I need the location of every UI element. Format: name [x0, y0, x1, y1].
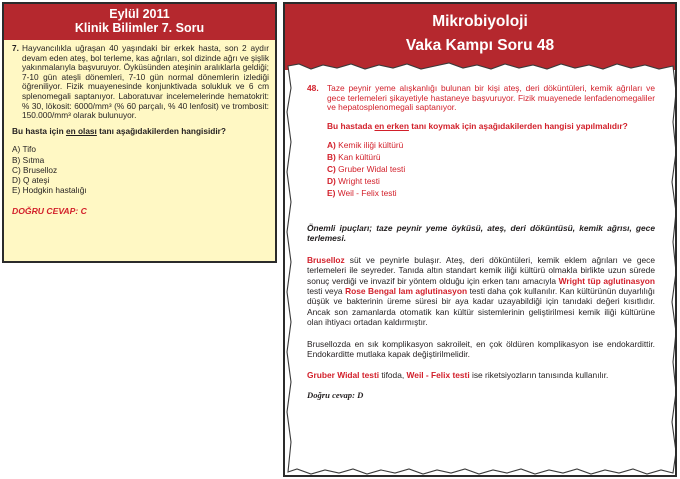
option-a: A) Tifo	[12, 144, 36, 155]
case-number: 48.	[307, 83, 319, 93]
exam-question-header	[4, 4, 275, 40]
case-prompt-end: tanı koymak için aşağıdakilerden hangisi yapılmalıdır?	[408, 121, 628, 132]
prompt-text-start: Bu hasta için	[12, 125, 66, 136]
question-number: 7.	[12, 43, 19, 53]
case-prompt-emphasis: en erken	[374, 121, 409, 132]
case-option-e	[327, 188, 655, 200]
explanation-paragraph-1	[307, 255, 655, 328]
correct-answer-value: D	[357, 389, 364, 400]
option-letter: A)	[327, 140, 336, 151]
subject-title: Mikrobiyoloji	[432, 13, 528, 30]
case-title: Vaka Kampı Soru 48	[405, 37, 555, 54]
term-weil-felix: Weil - Felix testi	[406, 370, 470, 381]
answer-options	[12, 144, 269, 195]
term-wright-test: Wright tüp aglutinasyon	[558, 275, 656, 286]
explanation-paragraph-3	[307, 370, 655, 380]
correct-answer-label: Doğru cevap:	[307, 389, 355, 400]
exam-date-title: Eylül 2011	[109, 7, 170, 21]
explanation-text: testi daha çok kullanılır. Kan kültürünün duyarlılığı düşük ve bakterinin üreme süresi bir aya kadar uzayabildiği için tanıdaki değeri kısıtlıdır. Ancak son zamanlarda otomatik kan kültür sistemlerinin geliştirilmesi kemik iliği kültürüne olan ihtiyacı ortadan kaldırmıştır.	[307, 286, 655, 328]
case-stem	[307, 84, 655, 113]
case-option-c	[327, 164, 655, 176]
case-option-b	[327, 152, 655, 164]
option-text: Weil - Felix testi	[337, 187, 397, 198]
case-option-a	[327, 140, 655, 152]
correct-answer: DOĞRU CEVAP: C	[12, 206, 87, 217]
explanation-paragraph-2: Brusellozda en sık komplikasyon sakroileit, en çok öldüren komplikasyon ise endokardittir. Endokarditte mutlaka kapak değiştirilmelidir.	[307, 338, 655, 360]
term-bruselloz: Bruselloz	[307, 254, 345, 265]
term-rose-bengal-test: Rose Bengal lam aglutinasyon	[345, 286, 468, 297]
key-clues: Önemli ipuçları; taze peynir yeme öyküsü, ateş, deri döküntüsü, kemik ağrısı, gece terlemesi.	[307, 222, 655, 244]
option-text: Gruber Widal testi	[338, 163, 406, 174]
option-letter: B)	[327, 152, 336, 163]
option-letter: C)	[327, 163, 336, 174]
case-options	[327, 140, 655, 200]
explanation-text: ise riketsiyozların tanısında kullanılır.	[469, 370, 609, 381]
option-d: D) Q ateşi	[12, 174, 50, 185]
explanation-text: tifoda,	[379, 370, 407, 381]
prompt-emphasis: en olası	[65, 125, 97, 136]
option-letter: D)	[327, 175, 336, 186]
term-gruber-widal: Gruber Widal testi	[307, 370, 380, 381]
option-c: C) Bruselloz	[12, 164, 58, 175]
explanation-text: süt ve peynirle bulaşır. Ateş, deri döküntüleri, kemik eklem ağrıları ve gece terlemeleri ile seyreder. Tanıda altın standart kemik iliği kültürü olmakla birlikte uzun sürede sonuç verdiği ve invazif bir yöntem olduğu için erken tanı amacıyla	[307, 254, 655, 286]
exam-question-card	[2, 2, 277, 263]
option-e: E) Hodgkin hastalığı	[12, 185, 87, 196]
question-stem	[12, 44, 269, 121]
case-text: Taze peynir yeme alışkanlığı bulunan bir kişi ateş, deri döküntüleri, kemik ağrıları ve gece terlemeleri şikayetiyle hastaneye başvuruyor. Fizik muayenede lenfadenomegaliler ve hepatosplenomegali saptanıyor.	[327, 83, 655, 113]
option-text: Kemik iliği kültürü	[338, 140, 404, 151]
option-b: B) Sıtma	[12, 154, 45, 165]
option-letter: E)	[327, 187, 336, 198]
prompt-text-end: tanı aşağıdakilerden hangisidir?	[96, 125, 226, 136]
option-text: Wright testi	[338, 175, 380, 186]
case-study-card	[283, 2, 677, 477]
question-text: Hayvancılıkla uğraşan 40 yaşındaki bir erkek hasta, son 2 aydır devam eden ateş, bol terleme, kas ağrıları, sol dizinde ağrı ve şişlik yakınmalarıyla başvuruyor. Öyküsünden ateşinin aralıklarla geldiği; 7-10 gün ateşli dönemleri, 7-10 gün normal dönemlerin izlediği öğreniliyor. Fizik muayenesinde konjunktivada solukluk ve 6 cm splenomegali saptanıyor. Laboratuvar incelemelerinde hematokrit: % 30, lökosit: 6000/mm³ (% 60 parçalı, % 40 lenfosit) ve trombosit: 150.000/mm³ olarak bulunuyor.	[22, 43, 269, 121]
explanation-text: testi veya	[307, 286, 346, 297]
question-prompt	[12, 127, 269, 137]
exam-section-title: Klinik Bilimler 7. Soru	[74, 21, 205, 35]
case-prompt	[327, 121, 655, 131]
case-prompt-start: Bu hastada	[327, 121, 375, 132]
case-option-d	[327, 176, 655, 188]
option-text: Kan kültürü	[338, 152, 381, 163]
case-correct-answer	[307, 391, 655, 401]
